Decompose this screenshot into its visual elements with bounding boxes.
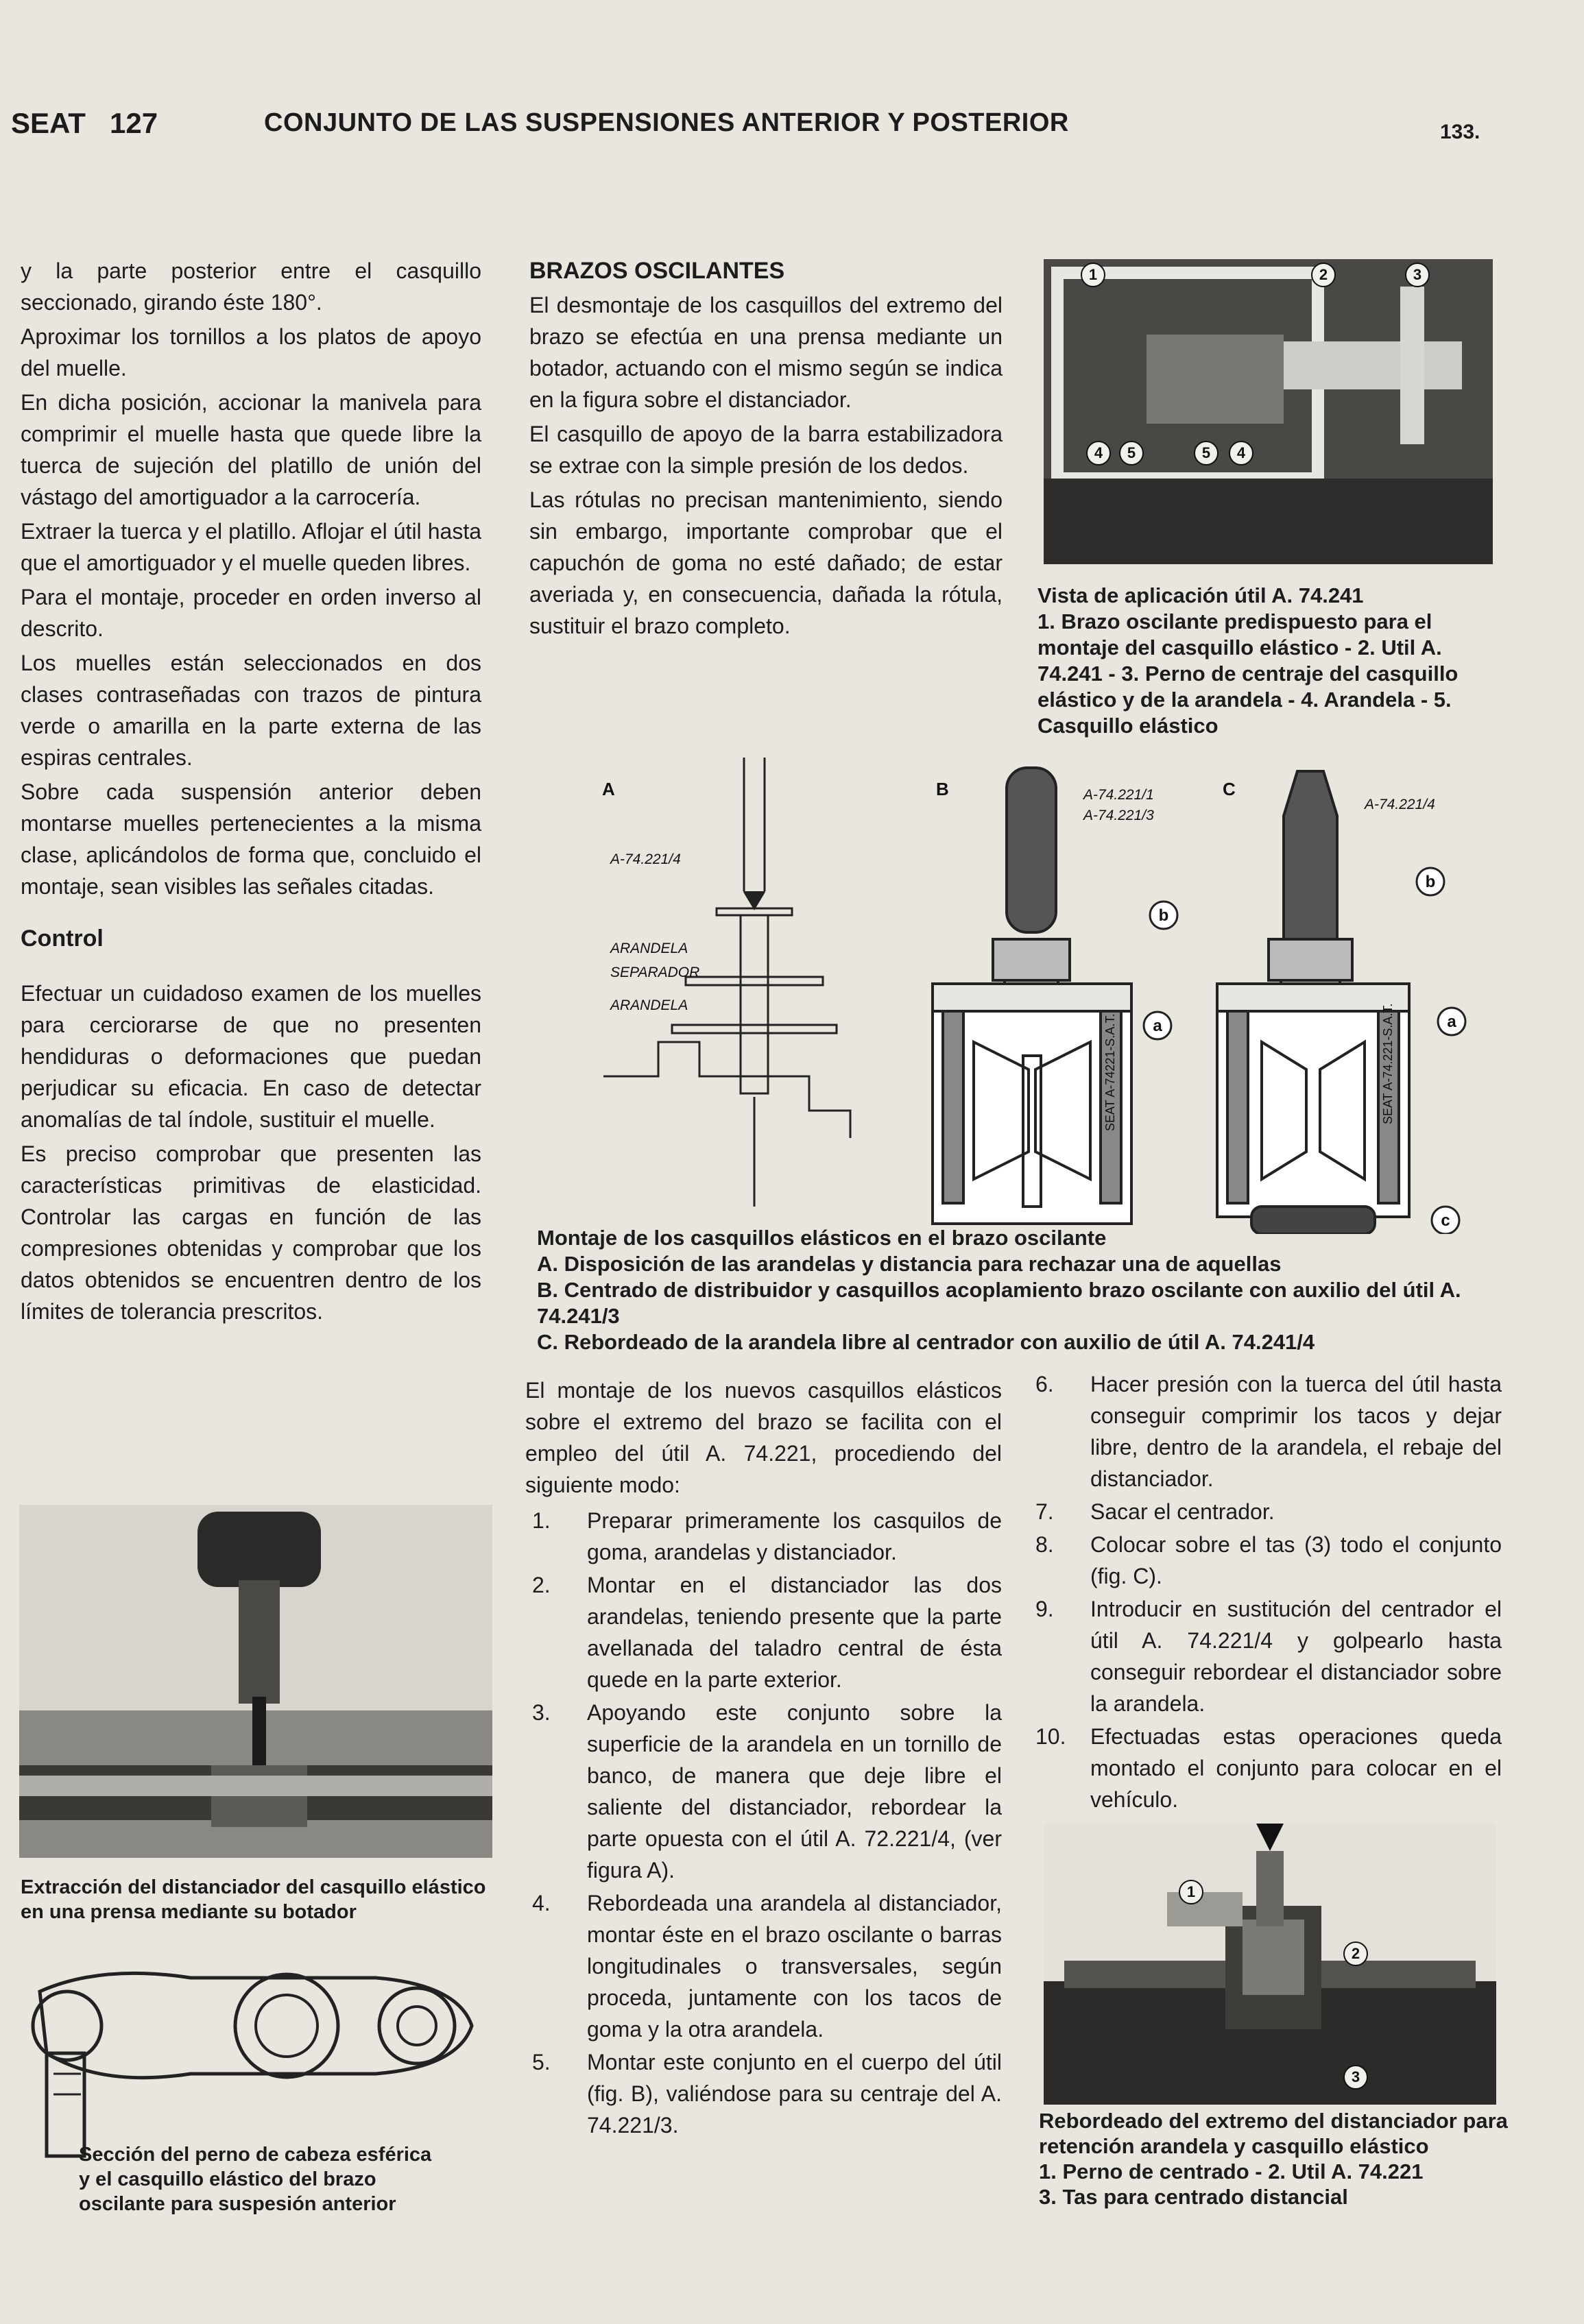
procedure-middle xyxy=(525,1375,1002,2142)
header-page-number: 133. xyxy=(1440,121,1480,143)
circle-c-c: c xyxy=(1441,1211,1450,1230)
caption-title: Rebordeado del extremo del distanciador para retención arandela y casquillo elástico xyxy=(1039,2109,1508,2158)
paragraph: El desmontaje de los casquillos del extremo del brazo se efectúa en una prensa mediante un botador, actuando con el mismo según se indica en la figura sobre el distanciador. xyxy=(529,293,1003,412)
body-stamp-b: SEAT A-74221-S.A.T. xyxy=(1103,1013,1117,1131)
paragraph: El casquillo de apoyo de la barra estabilizadora se extrae con la simple presión de los dedos. xyxy=(529,422,1003,478)
circle-b-b: b xyxy=(1158,906,1169,925)
tool-label-b2: A-74.221/3 xyxy=(1083,808,1154,823)
procedure-steps xyxy=(525,1505,1002,2141)
procedure-step: 4. Rebordeada una arandela al distanciador, montar éste en el brazo oscilante o barras longitudinales o transversales, según proceda, juntamente con los tacos de goma y la otra arandela. xyxy=(532,1891,1002,2042)
circle-b-c: b xyxy=(1425,873,1436,891)
paragraph: Extraer la tuerca y el platillo. Aflojar el útil hasta que el amortiguador y el muelle queden libres. xyxy=(21,519,481,575)
caption-line-c: C. Rebordeado de la arandela libre al centrador con auxilio de útil A. 74.241/4 xyxy=(537,1330,1315,1354)
paragraph: Para el montaje, proceder en orden inverso al descrito. xyxy=(21,585,481,641)
washer-label-2: ARANDELA xyxy=(610,997,688,1013)
procedure-step: 1. Preparar primeramente los casquilos de goma, arandelas y distanciador. xyxy=(532,1508,1002,1564)
procedure-steps-continued xyxy=(1029,1368,1502,1815)
callout-4a: 4 xyxy=(1094,444,1103,461)
section-drawing-caption: Sección del perno de cabeza esférica y el casquillo elástico del brazo oscilante para suspesión anterior xyxy=(79,2144,432,2215)
paragraph: Efectuar un cuidadoso examen de los muelles para cerciorarse de que no presenten hendiduras o deformaciones que puedan perjudicar su eficacia. En caso de detectar anomalías de tal índole, sustituir el muelle. xyxy=(21,981,481,1132)
caption-line-b: B. Centrado de distribuidor y casquillos acoplamiento brazo oscilante con auxilio del útil A. 74.241/3 xyxy=(537,1278,1461,1328)
callout-2: 2 xyxy=(1319,266,1328,283)
panel-label-c: C xyxy=(1223,779,1236,799)
paragraph: En dicha posición, accionar la manivela para comprimir el muelle hasta que quede libre la tuerca de sujeción del platillo de unión del vástago del amortiguador a la carrocería. xyxy=(21,390,481,509)
procedure-step: 5. Montar este conjunto en el cuerpo del útil (fig. B), valiéndose para su centraje del A. 74.221/3. xyxy=(532,2050,1002,2138)
riveting-photo xyxy=(1044,1824,1496,2105)
procedure-intro: El montaje de los nuevos casquillos elásticos sobre el extremo del brazo se facilita con el empleo del útil A. 74.221, procediendo del siguiente modo: xyxy=(525,1378,1002,1497)
paragraph: Los muelles están seleccionados en dos clases contraseñadas con trazos de pintura verde o amarilla en la parte externa de las espiras centrales. xyxy=(21,651,481,770)
callout-3: 3 xyxy=(1351,2068,1360,2085)
left-column xyxy=(21,255,481,1327)
spacer-label: SEPARADOR xyxy=(610,965,700,980)
procedure-right xyxy=(1029,1364,1502,1817)
tool-application-photo xyxy=(1044,259,1493,564)
procedure-step: 6. Hacer presión con la tuerca del útil hasta conseguir comprimir los tacos y dejar libre, dentro de la arandela, el rebaje del distanciador. xyxy=(1035,1372,1502,1491)
washer-label-1: ARANDELA xyxy=(610,941,688,956)
bottom-right-caption xyxy=(1039,2108,1512,2210)
caption-line-2: 3. Tas para centrado distancial xyxy=(1039,2185,1348,2209)
procedure-step: 10. Efectuadas estas operaciones queda montado el conjunto para colocar en el vehículo. xyxy=(1035,1724,1502,1812)
paragraph: Aproximar los tornillos a los platos de apoyo del muelle. xyxy=(21,324,481,380)
callout-4b: 4 xyxy=(1236,444,1246,461)
control-heading: Control xyxy=(21,925,104,952)
procedure-step: 7. Sacar el centrador. xyxy=(1035,1499,1275,1524)
callout-5b: 5 xyxy=(1201,444,1211,461)
header-brand: SEAT xyxy=(11,107,86,139)
header-model: 127 xyxy=(110,107,158,139)
circle-a-c: a xyxy=(1447,1013,1456,1031)
paragraph: Sobre cada suspensión anterior deben montarse muelles pertenecientes a la misma clase, aplicándolos de forma que, concluido el montaje, sean visibles las señales citadas. xyxy=(21,779,481,899)
procedure-step: 3. Apoyando este conjunto sobre la superficie de la arandela en un tornillo de banco, de manera que deje libre el saliente del distanciador, rebordear la parte opuesta con el útil A. 72.221/4, (ver figura A). xyxy=(532,1700,1002,1883)
callout-3: 3 xyxy=(1413,266,1422,283)
callout-1: 1 xyxy=(1186,1883,1196,1900)
caption-text: 1. Brazo oscilante predispuesto para el montaje del casquillo elástico - 2. Util A. 74.241 - 3. Perno de centraje del casquillo elástico y de la arandela - 4. Arandela - 5. Casquillo elástico xyxy=(1037,609,1459,738)
callout-1: 1 xyxy=(1088,266,1098,283)
paragraph: Las rótulas no precisan mantenimiento, siendo sin embargo, importante comprobar que el capuchón de goma no esté dañado; de estar averiada y, en consecuencia, dañada la rótula, sustituir el brazo completo. xyxy=(529,487,1003,638)
callout-2: 2 xyxy=(1351,1945,1360,1962)
tool-label-a: A-74.221/4 xyxy=(610,851,681,867)
tool-label-c: A-74.221/4 xyxy=(1365,797,1435,812)
procedure-step: 9. Introducir en sustitución del centrador el útil A. 74.221/4 y golpearlo hasta conseguir rebordear el distanciador sobre la arandela. xyxy=(1035,1597,1502,1716)
brazos-heading: BRAZOS OSCILANTES xyxy=(529,258,785,284)
figure-abc-caption xyxy=(537,1225,1511,1355)
panel-label-b: B xyxy=(936,779,949,799)
caption-title: Montaje de los casquillos elásticos en el brazo oscilante xyxy=(537,1226,1107,1250)
page-header xyxy=(0,103,1584,144)
paragraph: y la parte posterior entre el casquillo seccionado, girando éste 180°. xyxy=(21,258,481,315)
tool-label-b1: A-74.221/1 xyxy=(1083,787,1154,803)
press-photo xyxy=(19,1505,492,1858)
header-section-title: CONJUNTO DE LAS SUSPENSIONES ANTERIOR Y POSTERIOR xyxy=(264,108,1069,137)
body-stamp-c: SEAT A-74.221-S.A.T. xyxy=(1381,1003,1395,1124)
procedure-step: 2. Montar en el distanciador las dos arandelas, teniendo presente que la parte avellanada del taladro central de ésta quede en la parte exterior. xyxy=(532,1573,1002,1692)
caption-title: Vista de aplicación útil A. 74.241 xyxy=(1037,583,1364,607)
ball-joint-section-drawing xyxy=(19,1950,499,2163)
top-right-caption xyxy=(1037,583,1511,739)
press-photo-caption: Extracción del distanciador del casquillo elástico en una prensa mediante su botador xyxy=(21,1876,486,1923)
paragraph: Es preciso comprobar que presenten las características primitivas de elasticidad. Controlar las cargas en función de las compresiones obtenidas y comprobar que los datos obtenidos se encuentren dentro de los límites de tolerancia prescritos. xyxy=(21,1141,481,1324)
callout-5a: 5 xyxy=(1127,444,1136,461)
caption-line-1: 1. Perno de centrado - 2. Util A. 74.221 xyxy=(1039,2159,1424,2183)
caption-line-a: A. Disposición de las arandelas y distancia para rechazar una de aquellas xyxy=(537,1252,1282,1276)
middle-column xyxy=(529,255,1003,642)
panel-label-a: A xyxy=(602,779,615,799)
figure-abc-drawing xyxy=(535,754,1515,1234)
procedure-step: 8. Colocar sobre el tas (3) todo el conjunto (fig. C). xyxy=(1035,1532,1502,1588)
circle-a-b: a xyxy=(1153,1017,1162,1035)
